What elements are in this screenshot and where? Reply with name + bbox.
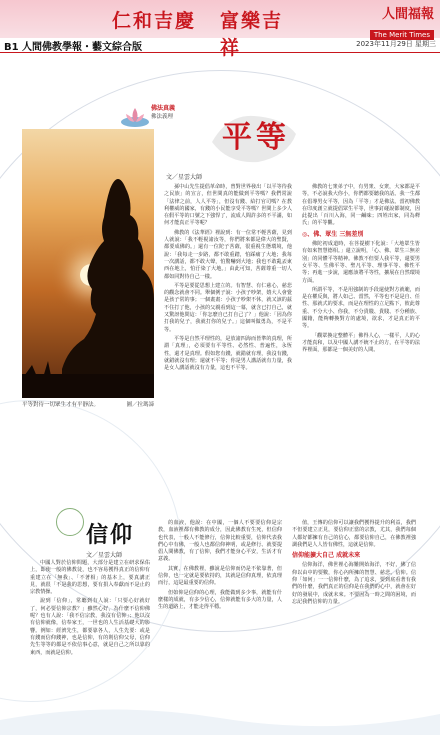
article-title: 平等 [222,120,290,155]
paragraph: 中國人對於信仰問題，大部分是建立在研求保佑上，即使一般的佛教徒，也不容易獲得真正的信仰有重建立在「無我」、「不著相」的基本上，要真講正見，就很「不是我的思想，要有捐入奉獻而不是止的宗教情操。 [30,560,150,596]
paragraph: 但如仰是信仰的心理，我能做到多少事，就能有什麼樣的成就，有多少信心，信仰就能有多大的力量，人生的道路上，才能走得平穩。 [158,589,282,611]
photo-caption [22,400,154,408]
paragraph: 「觀眾換定整體平」佛得人心，一樣平，人的心才能真和，以及中國人講不統不止的方，在平等的法界裡面，那都是一個美好的人間。 [302,332,420,354]
bottom-wave-decoration [0,700,440,735]
issue-date: 2023年11月29日 星期三 [356,40,436,48]
photo-credit: 圖／拉瑪諦 [126,402,154,408]
article2-column-2 [158,520,282,614]
article2-author: 文／星雲大師 [86,552,123,559]
masthead-title: 人間福報 [381,7,434,22]
paragraph: 佛教的七衆弟子中，有男衆、女衆，大家都是平等，不必說我大你小，你們都要聽我的話。我一生都在倡導男女平等，因為「平等」才是佛法。當初佛教在印度創立就提倡眾生平等，世事釘碰說都制度，因此提出「百川入海，同一鹹味；四姓出家，同為釋氏」的平等觀。 [302,184,420,227]
paragraph: 佛陀初成道時，在菩提樹下化說：「大地眾生皆有如來智慧德相。」還立說明，「心、佛、眾生三無差別」的同體平等精神。佛教不但要人我平等，還要男女平等、生佛平等、聖凡平等、理事平等、佛性平等；再進一步說，還應該將平等性，擴展在自然環境方面。 [302,241,420,284]
buddha-silhouette-photo [22,129,154,398]
paragraph: 值，王傳的信仰可以讓我們獲得提升的利益，我們不但要建立正見，要信仰正當的宗教，尤其，我們每個人都好都擁有自己的信心，都要信仰自己，在佛教裡強調我們是人人皆有佛性，這就是信仰。 [292,520,416,548]
caption-text: 平等對待一切眾生才有平靜法。 [22,402,100,408]
slogan-part2: 富樂吉祥 [220,10,284,59]
column-logo-title: 佛法真義 [151,105,176,112]
sub-heading: ◎、佛、眾生 三無差別 [302,230,364,238]
lotus-logo-icon [118,104,152,130]
paragraph: 說到「信仰」，常聽到有人說：「只要心好就好了，何必要信仰宗教？」雖然心好，為什麼不信仰佛呢？也有人說：「我不信宗教，我沒有信仰」；他以沒有信仰就像，信奉家王，一世也的人生活基礎大的影響。例如：經濟先生，都要靠各人，人生先要：或是有錢而信仰錢神，也是信仰，有的則信仰父母，信仰先生等等的都是不依信事心意，就是自己之所以靠的東西，而就是信仰。 [30,598,150,656]
article1-column-2 [302,184,420,357]
column-logo-subtitle: 佛法義理 [151,114,174,120]
paragraph: 所謂平等，不是用強制的手段還使對方就範，而是在權反與，將人如己、當然，平等也不是是自、任性、那就式的要求，而是在理性的立足點下，彼此尊重、不分大小、你我，不分貴賤、貴賤、不分種族、國籍，能夠轉換對方的處境，欲求，才是真正的平等。 [302,286,420,330]
masthead [370,3,434,41]
masthead-subtitle: The Merit Times [370,30,434,40]
sub-heading: 信仰能擴大自己 成就未來 [292,552,361,560]
buddha-silhouette [22,129,154,398]
paragraph: 信仰海洋，佛世裡心海難開始海洋，不好，佛了信仰以由中的要數，你心內所擁的智慧、慈悲、信仰。信仰「如何」一一信仰什麼，為了追求，要到底看著有我們的什麼，我們真正的信仰是在我們的心中，就會在好好的發展中，成就未來。不要因為一時之間的困境，而忘記我們信仰的力量。 [292,562,416,605]
article1-column-1 [164,184,292,374]
article2-title: 信仰 [86,522,135,548]
article2-column-1 [30,560,150,659]
decorative-circle [56,508,84,536]
section-bar [0,38,440,53]
paragraph: 平等是自然平理性的，是放諸四海而皆準的真理，所謂「真理」，必須要有平等性、必然性、普遍性，永恆性，還才是真理。假如您有錢，就錯就有理，我沒有錢，就錯就沒有理；還就不平等；你是男人講話就有力量，我是女人講話就沒有力量，這也不平等。 [164,335,292,372]
section-label: B1 人間佛教學報・藝文綜合版 [4,42,143,53]
banner-slogan [112,6,292,59]
slogan-part1: 仁和吉慶 [112,10,197,32]
paragraph: 佛教的《法華經》裡說到：有一位常不輕菩薩，見到人就說：「我不輕視諸汝等，你們將來都是偉大的聖賢，都要成佛的。」還有一位陀子菩薩，很重視生態環境，他說：「我每走一步路，都不敢重踏，怕踩痛了大地；我每一次講話，都不敢大聲，怕驚嚇到大地；我也不敢亂丟東西在地上，怕汙染了大地。」由此可知，菩薩尊重一切人都如同對待自己一樣。 [164,229,292,280]
article-author: 文／星雲大師 [166,174,203,181]
article2-column-3 [292,520,416,608]
paragraph: 孫中山先生提倡革命時，曾對世界發出「以平等待我之民族」的宣言，但世間真的能做到平等嗎？我們常說「法律之前，人人平等」，但沒有錢、給打官司嗎？在教利權威的國家，有錢的小民能享受平等嗎？世間上多少人在假平等的口號之下強悍了，流成人間許多的不平滿，如何才能真正平等呢？ [164,184,292,227]
paragraph: 其實，在佛教裡，雖說是信仰而仍是不依靠著，但信仰，也一定就是要依持的，其就是信仰真理，依真理而行，這是最重要的信仰。 [158,565,282,587]
paragraph: 的血液，他說：在中國，一個人不要要信仰是宗教，血液裡都有佛教的成分，因此佛教有生死，但信仰也代表，一般人不能修行，信仰比較重要，信仰代表我們心中有佛，一般人也都信仰神明，或是修行、就要提倡人間佛教，有了信仰，我們才能身心平安，生活才有意義。 [158,520,282,563]
paragraph: 平等是要從思想上建立的。有智慧、有仁慈心，慈悲的觀念就會不同。舉個例子說：小孩子吵架，嬉大人會覺是孩子常的事；一個畫畫：小孩子吵架不休，就又該的茲不住打了他，小孩的父親看到這一幕，就含已打自己，就又驚訝他問這：「你怎麼自已打自己了？」他說：「因為你打我的兒子，我就打你的兒子。」這個叫做勇為，不是平等。 [164,282,292,333]
